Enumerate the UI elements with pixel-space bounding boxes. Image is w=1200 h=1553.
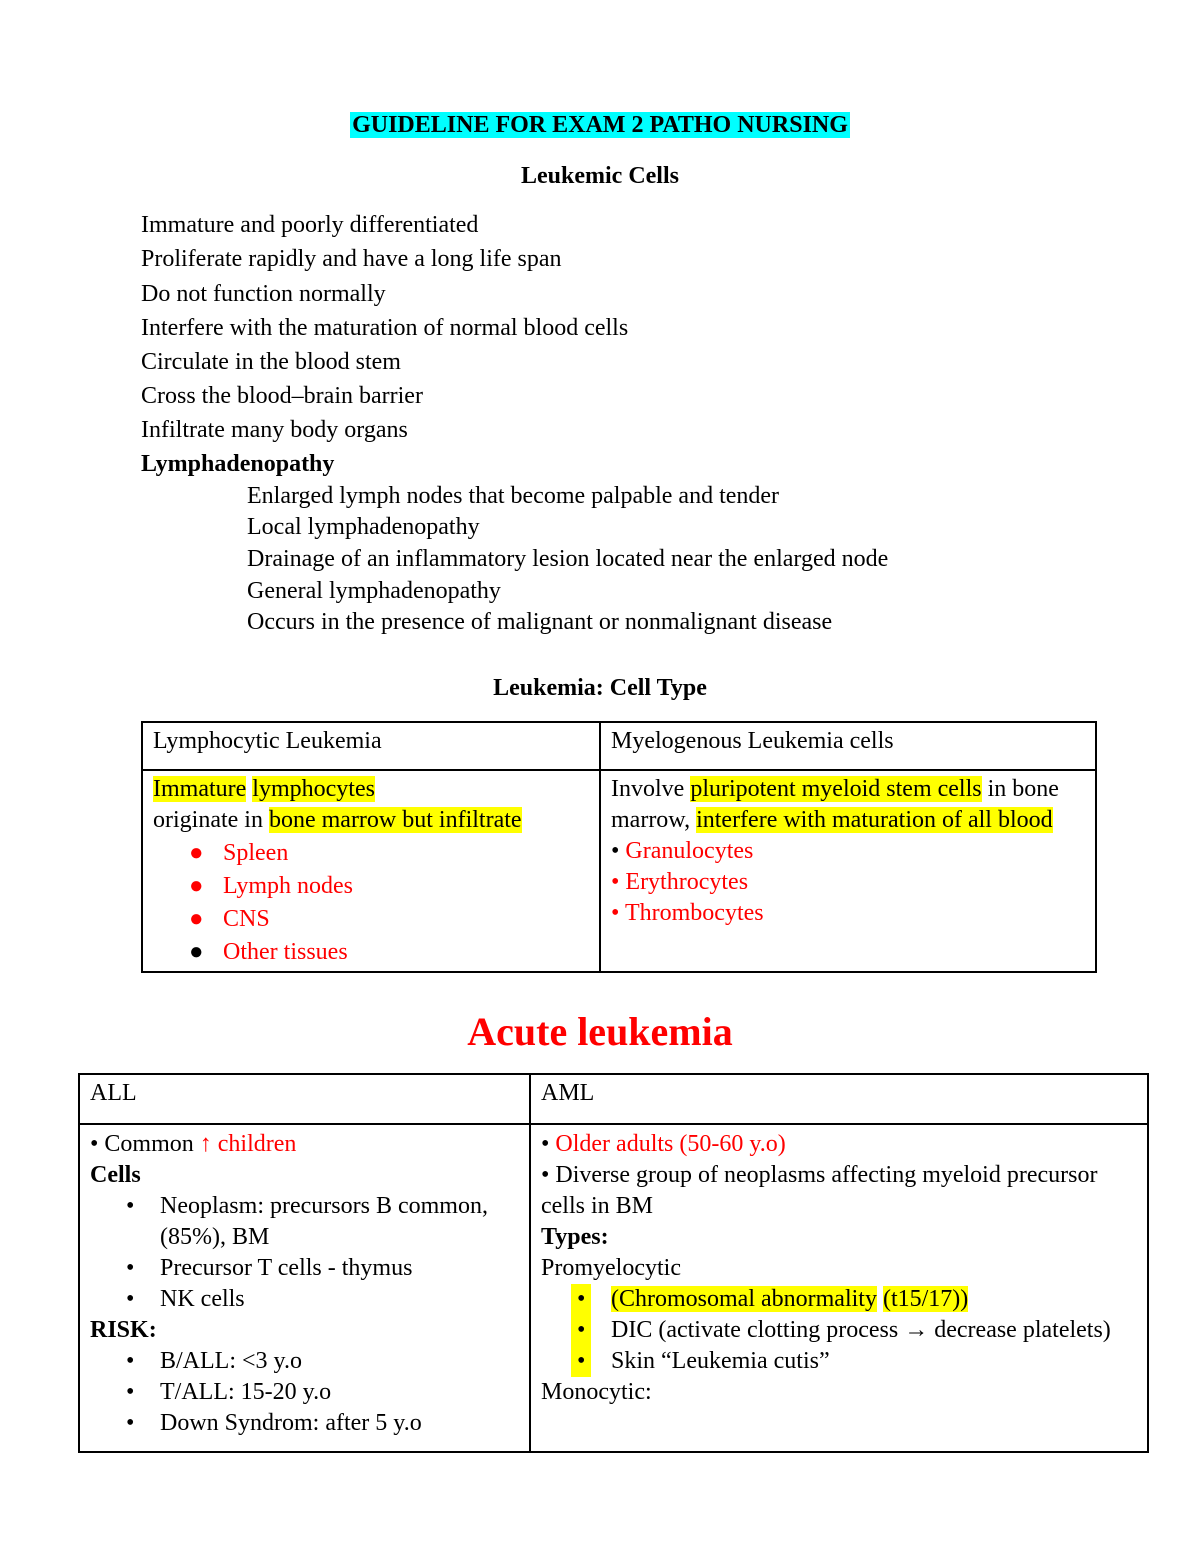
list-item: • T/ALL: 15-20 y.o [126, 1379, 332, 1405]
list-item: • Precursor T cells - thymus [126, 1255, 413, 1281]
types-label: Types: [541, 1224, 609, 1250]
cells-label: Cells [90, 1162, 141, 1188]
myelogenous-cell: Involve pluripotent myeloid stem cells in bone marrow, interfere with maturation of all blood • Granulocytes • Erythrocytes • Thrombocytes [600, 770, 1096, 972]
leukemic-cell-item: Do not function normally [141, 281, 386, 307]
list-item: • DIC (activate clotting process → decrease platelets) [541, 1315, 1137, 1346]
lymph-item: Drainage of an inflammatory lesion located near the enlarged node [247, 546, 889, 572]
col-header-myelogenous: Myelogenous Leukemia cells [600, 722, 1096, 770]
list-item: ● CNS [189, 906, 270, 932]
col-header-lymphocytic: Lymphocytic Leukemia [142, 722, 600, 770]
promyelocytic-label: Promyelocytic [541, 1255, 681, 1281]
risk-list [90, 1346, 519, 1439]
lymph-item: Local lymphadenopathy [247, 514, 480, 540]
lymphadenopathy-heading: Lymphadenopathy [141, 451, 335, 477]
leukemic-cell-item: Infiltrate many body organs [141, 417, 408, 443]
list-item: • Skin “Leukemia cutis” [541, 1346, 1137, 1377]
list-item: ● Lymph nodes [189, 873, 353, 899]
list-item: ● Other tissues [189, 939, 348, 965]
aml-cell: • Older adults (50-60 y.o) • Diverse group of neoplasms affecting myeloid precursor cells in BM Types: Promyelocytic • (Chromosomal abnormality (t15/17)) • DIC (activate clotting process → decrease platelets) • Skin “Leukemia cutis” Monocytic: [530, 1124, 1148, 1452]
list-item: • Down Syndrom: after 5 y.o [126, 1410, 422, 1436]
lymph-item: Occurs in the presence of malignant or nonmalignant disease [247, 609, 833, 635]
risk-label: RISK: [90, 1317, 157, 1343]
leukemic-cell-item: Interfere with the maturation of normal blood cells [141, 315, 629, 341]
list-item: • Thrombocytes [611, 900, 764, 926]
leukemic-cell-item: Cross the blood–brain barrier [141, 383, 423, 409]
monocytic-label: Monocytic: [541, 1379, 652, 1405]
list-item: • Granulocytes [611, 838, 754, 864]
cell-type-table [141, 721, 1097, 973]
list-item: • Erythrocytes [611, 869, 749, 895]
infiltrate-list [153, 838, 589, 968]
cells-list [90, 1191, 519, 1315]
col-header-all: ALL [79, 1074, 530, 1124]
leukemic-cell-item: Immature and poorly differentiated [141, 212, 479, 238]
leukemic-cell-item: Circulate in the blood stem [141, 349, 401, 375]
list-item: ● Spleen [189, 840, 289, 866]
leukemic-cell-item: Proliferate rapidly and have a long life span [141, 246, 562, 272]
list-item: • Neoplasm: precursors B common, (85%), BM [126, 1193, 488, 1250]
lymph-item: Enlarged lymph nodes that become palpable and tender [247, 483, 780, 509]
promyelocytic-list [541, 1284, 1137, 1377]
list-item: • (Chromosomal abnormality (t15/17)) [541, 1284, 1137, 1315]
lymphocytic-cell: Immature lymphocytes originate in bone marrow but infiltrate ● Spleen ● Lymph nodes ● CNS ● Other tissues [142, 770, 600, 972]
acute-leukemia-table [78, 1073, 1149, 1453]
document-title: GUIDELINE FOR EXAM 2 PATHO NURSING [352, 112, 848, 138]
col-header-aml: AML [530, 1074, 1148, 1124]
leukemic-cells-heading: Leukemic Cells [521, 163, 679, 189]
all-cell: • Common ↑ children Cells • Neoplasm: precursors B common, (85%), BM • Precursor T cells - thymus • NK cells RISK: • B/ALL: <3 y.o • T/ALL: 15-20 y.o • Down Syndrom: after 5 y.o [79, 1124, 530, 1452]
acute-leukemia-heading: Acute leukemia [467, 1009, 733, 1054]
list-item: • B/ALL: <3 y.o [126, 1348, 302, 1374]
list-item: • NK cells [126, 1286, 245, 1312]
cell-type-heading: Leukemia: Cell Type [493, 675, 707, 701]
lymph-item: General lymphadenopathy [247, 578, 501, 604]
